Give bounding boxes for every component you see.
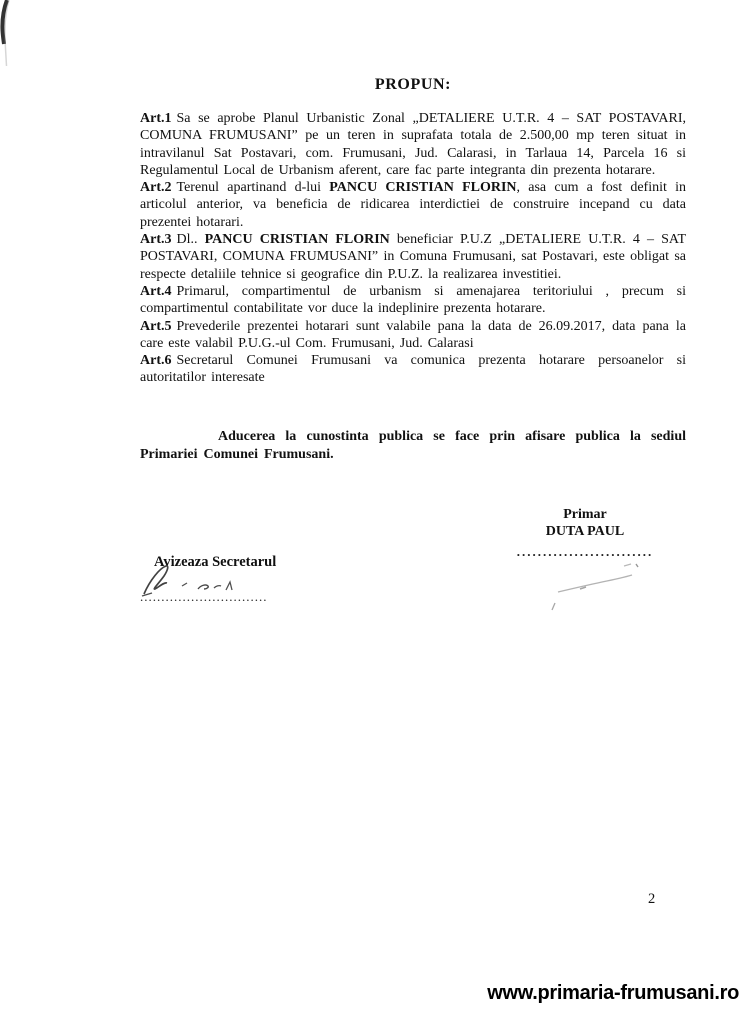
scan-artifact	[0, 0, 14, 70]
primar-signature-block	[506, 506, 664, 560]
article-paragraph-6	[140, 352, 686, 387]
website-watermark: www.primaria-frumusani.ro	[487, 982, 739, 1004]
announcement-paragraph: Aducerea la cunostinta publica se face prin afisare publica la sediul Primariei Comunei Frumusani.	[140, 429, 686, 462]
article-text: Sa se aprobe Planul Urbanistic Zonal „DETALIERE U.T.R. 4 – SAT POSTAVARI, COMUNA FRUMUSANI” pe un teren in suprafata totala de 2.500,00 mp teren situat in intravilanul Sat Postavari, com. Frumusani, Jud. Calarasi, in Tarlaua 14, Parcela 16 si Regulamentul Local de Urbanism aferent, care fac parte integranta din prezenta hotarare.	[140, 111, 686, 178]
article-text: Terenul apartinand d-lui	[176, 180, 330, 196]
article-label: Art.4	[140, 283, 172, 299]
primar-signature-scribble	[540, 558, 660, 618]
article-text: Prevederile prezentei hotarari sunt valabile pana la data de 26.09.2017, data pana la care este valabil P.U.G.-ul Com. Frumusani, Jud. Calarasi	[140, 318, 686, 351]
secretary-label: Avizeaza Secretarul	[154, 554, 277, 570]
article-text: Secretarul Comunei Frumusani va comunica prezenta hotarare persoanelor si autoritatilor interesate	[140, 353, 686, 386]
article-text: Dl..	[176, 232, 205, 248]
article-label: Art.2	[140, 180, 172, 196]
article-paragraph-1	[140, 110, 686, 179]
page-number: 2	[648, 891, 656, 907]
article-label: Art.5	[140, 318, 172, 334]
article-paragraph-5	[140, 318, 686, 353]
document-title: PROPUN:	[374, 76, 452, 93]
article-paragraph-3	[140, 231, 686, 283]
article-text: beneficiar P.U.Z „DETALIERE U.T.R. 4 – SAT POSTAVARI, COMUNA FRUMUSANI” in Comuna Frumusani, sat Postavari, este obligat sa respecte detaliile tehnice si geografice din P.U.Z. la realizarea investitiei.	[140, 232, 686, 282]
article-label: Art.6	[140, 353, 172, 369]
article-text: Primarul, compartimentul de urbanism si amenajarea teritoriului , precum si compartimentul contabilitate vor duce la indeplinire prezenta hotarare.	[140, 283, 686, 317]
primar-name: DUTA PAUL	[545, 524, 625, 539]
secretary-signature-block	[140, 554, 310, 605]
person-name: PANCU CRISTIAN FLORIN	[204, 232, 390, 248]
person-name: PANCU CRISTIAN FLORIN	[329, 180, 517, 196]
articles-body	[140, 110, 686, 387]
article-text: , asa cum a fost definit in articolul anterior, va beneficia de ridicarea interdictiei de construire incepand cu data prezentei hotarari.	[140, 180, 686, 230]
primar-role: Primar	[563, 507, 607, 522]
article-paragraph-4	[140, 283, 686, 318]
secretary-dotted-line: ..............................	[140, 589, 268, 604]
article-paragraph-2	[140, 179, 686, 231]
primar-dotted-line: ..........................	[516, 544, 654, 559]
article-label: Art.1	[140, 111, 172, 126]
article-label: Art.3	[140, 232, 172, 248]
